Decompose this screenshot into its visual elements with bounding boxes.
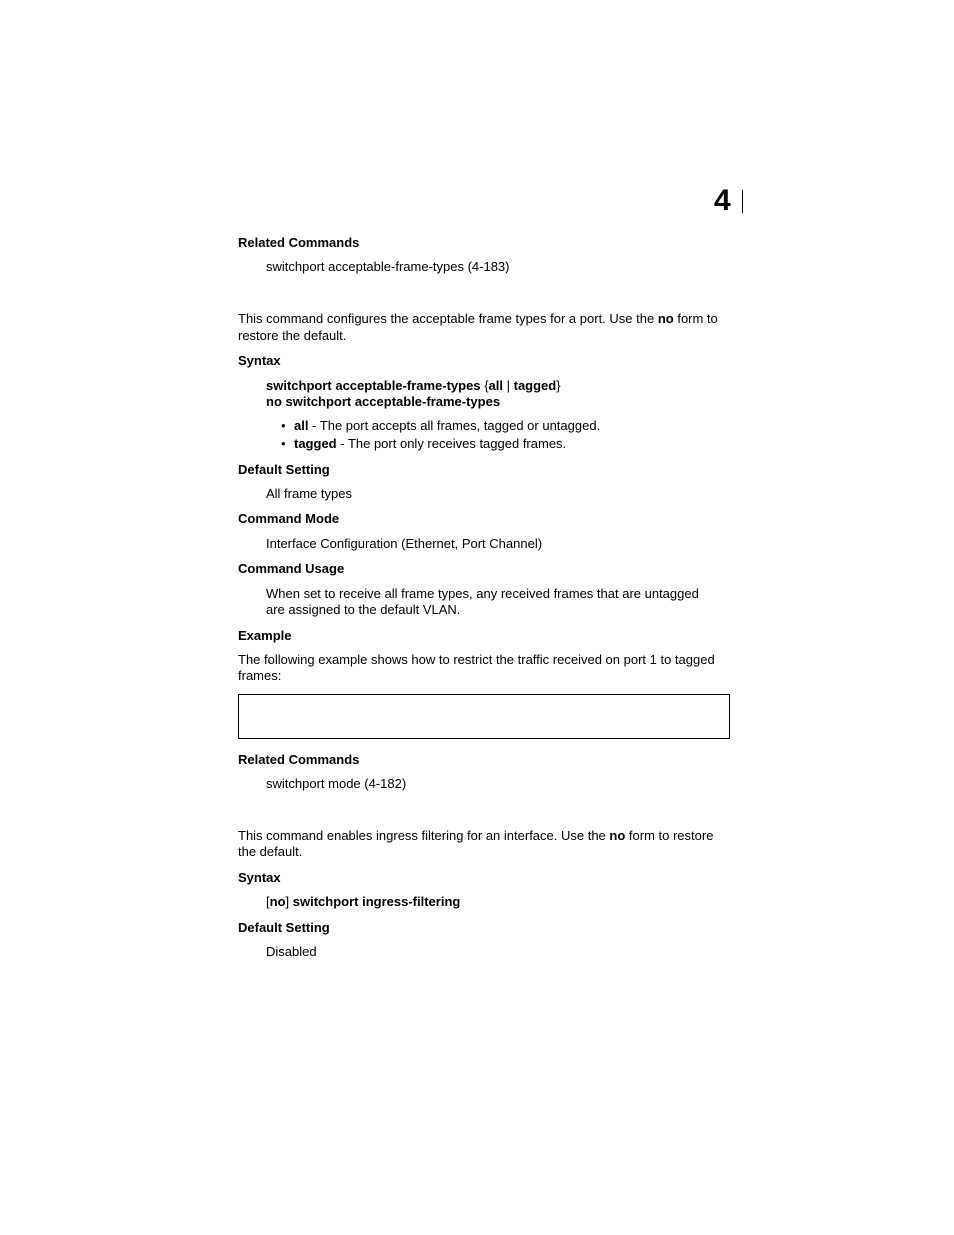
ingress-intro-line2: the default.: [238, 844, 303, 859]
related-commands-text: switchport mode (4-182): [266, 776, 407, 791]
syntax-option-tagged: tagged: [513, 378, 557, 393]
ingress-syntax-line: [266, 894, 460, 909]
default-setting-heading: Default Setting: [238, 462, 330, 477]
intro-text: form to restore: [625, 828, 714, 843]
syntax-brace: }: [556, 378, 561, 393]
intro-text: This command configures the acceptable frame types for a port. Use the: [238, 311, 658, 326]
example-code-box: [238, 694, 730, 739]
no-keyword: no: [609, 828, 626, 843]
related-commands-text: switchport acceptable-frame-types (4-183): [266, 259, 510, 274]
default-setting-heading: Default Setting: [238, 920, 330, 935]
syntax-command: switchport ingress-filtering: [292, 894, 461, 909]
no-keyword: no: [269, 894, 286, 909]
bullet-item-tagged: [294, 436, 566, 451]
no-keyword: no: [657, 311, 674, 326]
bullet-text: - The port only receives tagged frames.: [336, 436, 567, 451]
syntax-line1: [266, 378, 561, 393]
example-heading: Example: [238, 628, 292, 643]
chapter-rule: [742, 190, 743, 213]
syntax-bracket: [: [266, 894, 270, 909]
syntax-brace: {: [484, 378, 489, 393]
syntax-heading: Syntax: [238, 353, 281, 368]
bullet-term: tagged: [294, 436, 337, 451]
bullet-dot: •: [281, 418, 286, 433]
intro-text: form to: [673, 311, 718, 326]
syntax-bracket: ]: [285, 894, 293, 909]
command-mode-text: Interface Configuration (Ethernet, Port Channel): [266, 536, 543, 551]
syntax-option-all: all: [488, 378, 503, 393]
default-setting-text: Disabled: [266, 944, 317, 959]
bullet-term: all: [294, 418, 309, 433]
syntax-heading: Syntax: [238, 870, 281, 885]
command-usage-heading: Command Usage: [238, 561, 345, 576]
command-usage-line2: are assigned to the default VLAN.: [266, 602, 461, 617]
syntax-command: switchport acceptable-frame-types: [266, 378, 485, 393]
intro-text: This command enables ingress filtering for an interface. Use the: [238, 828, 610, 843]
command-mode-heading: Command Mode: [238, 511, 340, 526]
example-line2: frames:: [238, 668, 282, 683]
chapter-number: 4: [714, 184, 731, 217]
ingress-intro-line1: [238, 828, 713, 843]
bullet-text: - The port accepts all frames, tagged or untagged.: [308, 418, 601, 433]
intro-paragraph-line1: [238, 311, 718, 326]
related-commands-heading: Related Commands: [238, 752, 360, 767]
related-commands-heading: Related Commands: [238, 235, 360, 250]
example-line1: The following example shows how to restrict the traffic received on port 1 to tagged: [238, 652, 715, 667]
syntax-line2: no switchport acceptable-frame-types: [266, 394, 501, 409]
bullet-dot: •: [281, 436, 286, 451]
command-usage-line1: When set to receive all frame types, any received frames that are untagged: [266, 586, 699, 601]
syntax-pipe: |: [503, 378, 514, 393]
bullet-item-all: [294, 418, 600, 433]
default-setting-text: All frame types: [266, 486, 352, 501]
intro-paragraph-line2: restore the default.: [238, 328, 347, 343]
